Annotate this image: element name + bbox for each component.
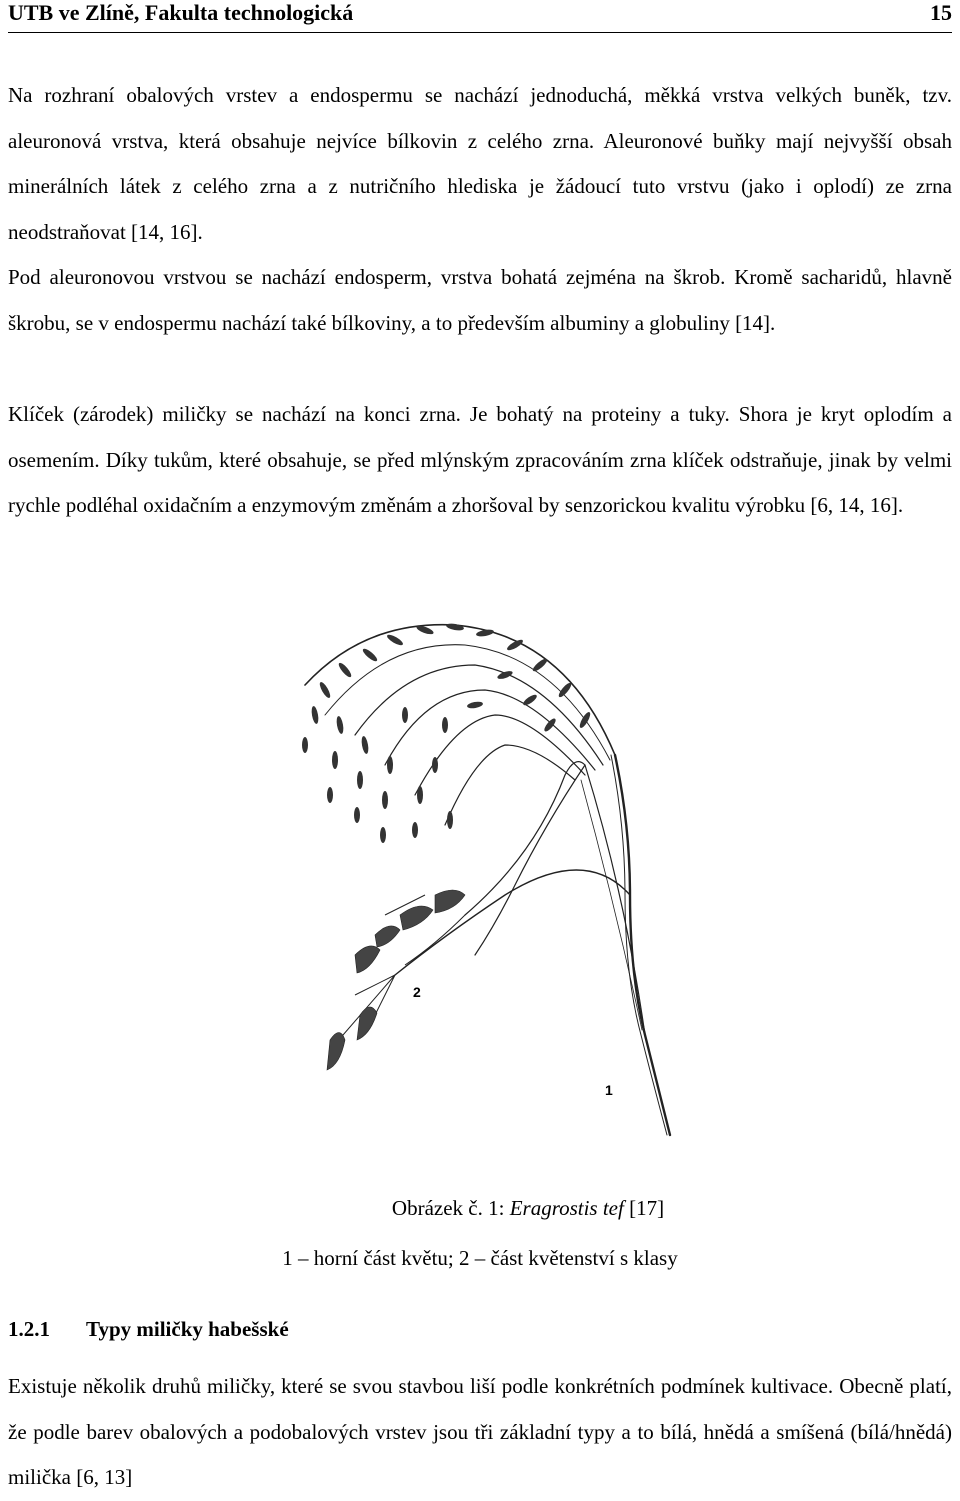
paragraph-types: Existuje několik druhů miličky, které se svou stavbou liší podle konkrétních podmínek kultivace. Obecně platí, že podle barev obalových a podobalových vrstev jsou tři základní typy a to bílá, hnědá a smíšená (bílá/hnědá) milička [6, 13] — [8, 1374, 952, 1489]
paragraph-aleurone: Na rozhraní obalových vrstev a endospermu se nachází jednoduchá, měkká vrstva velkých buněk, tzv. aleuronová vrstva, která obsahuje nejvíce bílkovin z celého zrna. Aleuronové buňky mají nejvyšší obsah minerálních látek z celého zrna a z nutričního hlediska je žádoucí tuto vrstvu (jako i oplodí) ze zrna neodstraňovat [14, 16]. — [8, 83, 952, 244]
page-number: 15 — [930, 0, 952, 25]
eragrostis-tef-illustration — [285, 595, 685, 1155]
section-number: 1.2.1 — [8, 1317, 50, 1341]
header-rule — [8, 32, 952, 33]
section-title: Typy miličky habešské — [86, 1317, 289, 1341]
paragraph-endosperm: Pod aleuronovou vrstvou se nachází endosperm, vrstva bohatá zejména na škrob. Kromě sacharidů, hlavně škrobu, se v endospermu nachází také bílkoviny, a to především albuminy a globuliny [14]. — [8, 265, 952, 335]
figure-legend: 1 – horní část květu; 2 – část květenství s klasy — [282, 1246, 678, 1270]
panicle-spikelets — [302, 622, 592, 843]
caption-species: Eragrostis tef — [509, 1196, 624, 1220]
header-title: UTB ve Zlíně, Fakulta technologická — [8, 0, 354, 25]
section-heading — [8, 1314, 289, 1344]
caption-reference: [17] — [623, 1196, 665, 1220]
paragraph-germ: Klíček (zárodek) miličky se nachází na konci zrna. Je bohatý na proteiny a tuky. Shora je kryt oplodím a osemením. Díky tukům, které obsahuje, se před mlýnským zpracováním zrna klíček odstraňuje, jinak by velmi rychle podléhal oxidačním a enzymovým změnám a zhoršoval by senzorickou kvalitu výrobku [6, 14, 16]. — [8, 402, 952, 517]
main-stem — [615, 755, 670, 1135]
page-header — [8, 0, 952, 36]
figure-label-2: 2 — [413, 984, 421, 1000]
figure-caption — [48, 1193, 960, 1223]
caption-prefix: Obrázek č. 1: — [391, 1196, 510, 1220]
figure-label-1: 1 — [605, 1082, 613, 1098]
